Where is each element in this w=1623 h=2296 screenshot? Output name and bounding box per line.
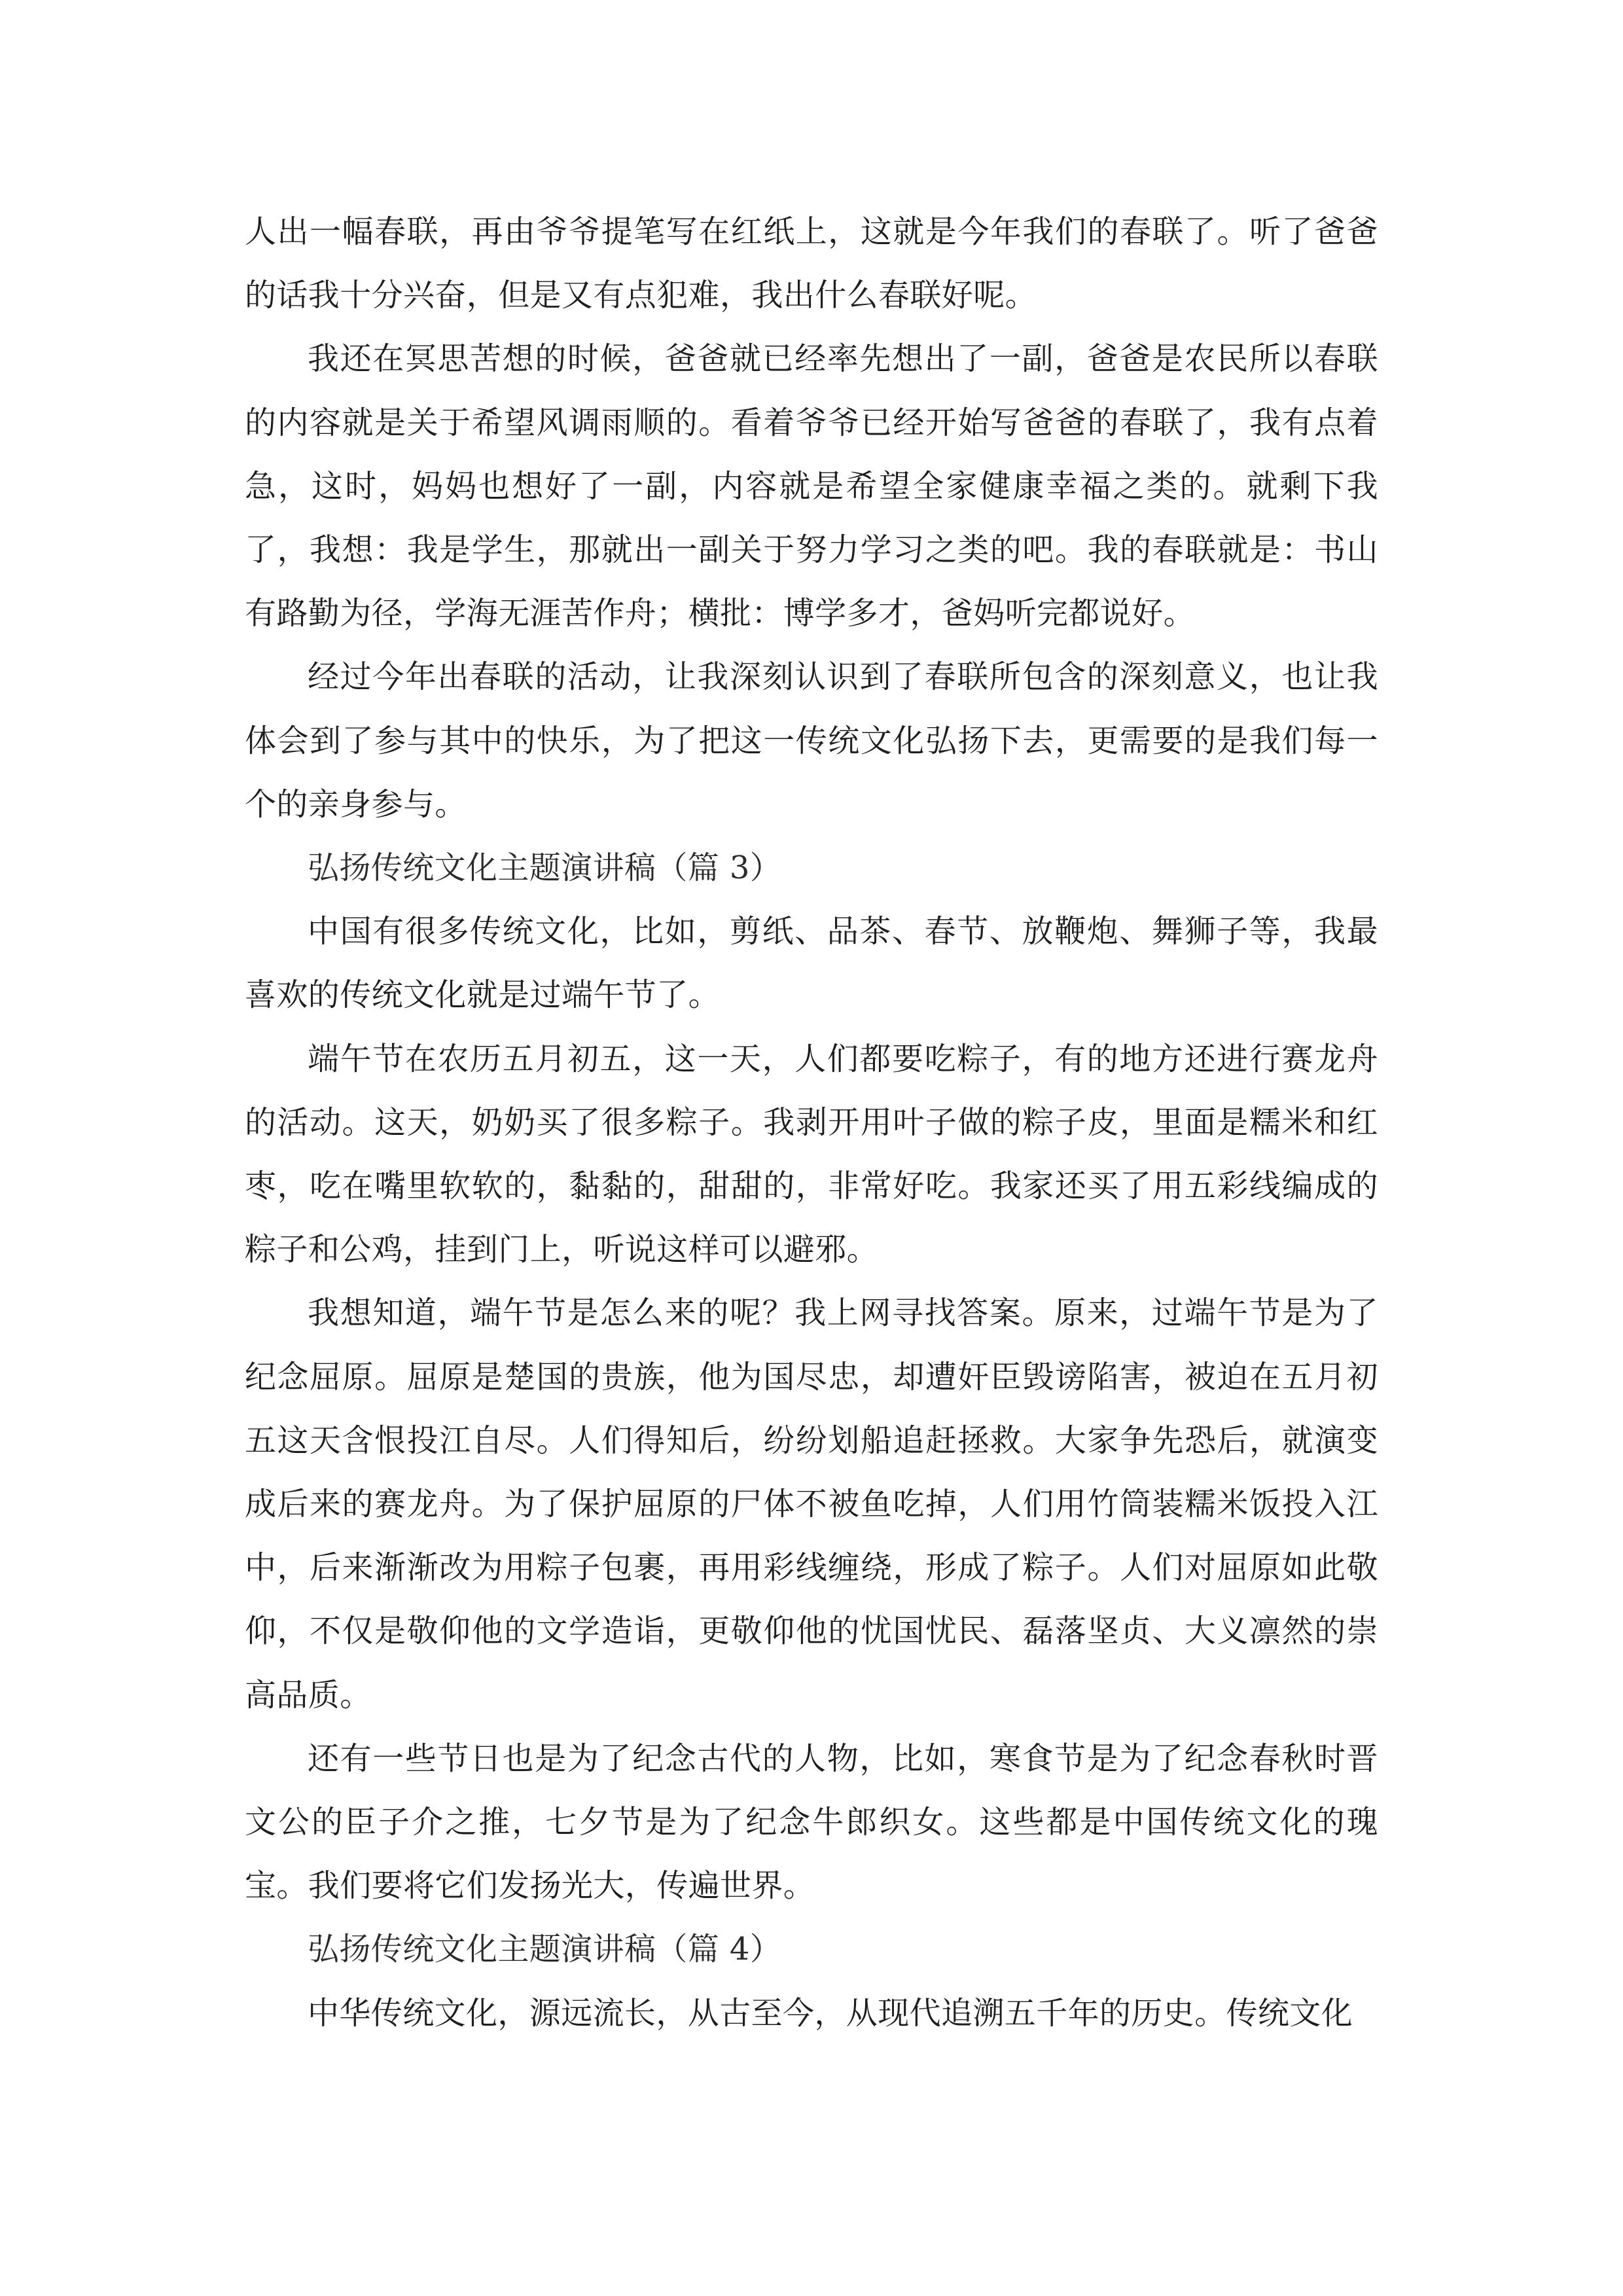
paragraph: 中国有很多传统文化，比如，剪纸、品茶、春节、放鞭炮、舞狮子等，我最喜欢的传统文化就是过端午节了。: [245, 913, 1378, 1014]
paragraph: 经过今年出春联的活动，让我深刻认识到了春联所包含的深刻意义，也让我体会到了参与其中的快乐，为了把这一传统文化弘扬下去，更需要的是我们每一个的亲身参与。: [245, 658, 1378, 823]
document-body: [245, 200, 1378, 2045]
paragraph-truncated: 中华传统文化，源远流长，从古至今，从现代追溯五千年的历史。传统文化: [308, 1994, 1353, 2032]
paragraph: 我还在冥思苦想的时候，爸爸就已经率先想出了一副，爸爸是农民所以春联的内容就是关于希望风调雨顺的。看着爷爷已经开始写爸爸的春联了，我有点着急，这时，妈妈也想好了一副，内容就是希望全家健康幸福之类的。就剩下我了，我想：我是学生，那就出一副关于努力学习之类的吧。我的春联就是：书山有路勤为径，学海无涯苦作舟；横批：博学多才，爸妈听完都说好。: [245, 340, 1378, 632]
paragraph: 还有一些节日也是为了纪念古代的人物，比如，寒食节是为了纪念春秋时晋文公的臣子介之推，七夕节是为了纪念牛郎织女。这些都是中国传统文化的瑰宝。我们要将它们发扬光大，传遍世界。: [245, 1740, 1378, 1905]
paragraph-continuation: 人出一幅春联，再由爷爷提笔写在红纸上，这就是今年我们的春联了。听了爸爸的话我十分兴奋，但是又有点犯难，我出什么春联好呢。: [245, 213, 1378, 314]
paragraph: 端午节在农历五月初五，这一天，人们都要吃粽子，有的地方还进行赛龙舟的活动。这天，奶奶买了很多粽子。我剥开用叶子做的粽子皮，里面是糯米和红枣，吃在嘴里软软的，黏黏的，甜甜的，非常好吃。我家还买了用五彩线编成的粽子和公鸡，挂到门上，听说这样可以避邪。: [245, 1040, 1378, 1268]
section-heading-4: 弘扬传统文化主题演讲稿（篇 4）: [308, 1931, 782, 1968]
section-heading-3: 弘扬传统文化主题演讲稿（篇 3）: [308, 850, 782, 887]
paragraph: 我想知道，端午节是怎么来的呢？我上网寻找答案。原来，过端午节是为了纪念屈原。屈原是楚国的贵族，他为国尽忠，却遭奸臣毁谤陷害，被迫在五月初五这天含恨投江自尽。人们得知后，纷纷划船追赶拯救。大家争先恐后，就演变成后来的赛龙舟。为了保护屈原的尸体不被鱼吃掉，人们用竹筒装糯米饭投入江中，后来渐渐改为用粽子包裹，再用彩线缠绕，形成了粽子。人们对屈原如此敬仰，不仅是敬仰他的文学造诣，更敬仰他的忧国忧民、磊落坚贞、大义凛然的崇高品质。: [245, 1295, 1378, 1713]
